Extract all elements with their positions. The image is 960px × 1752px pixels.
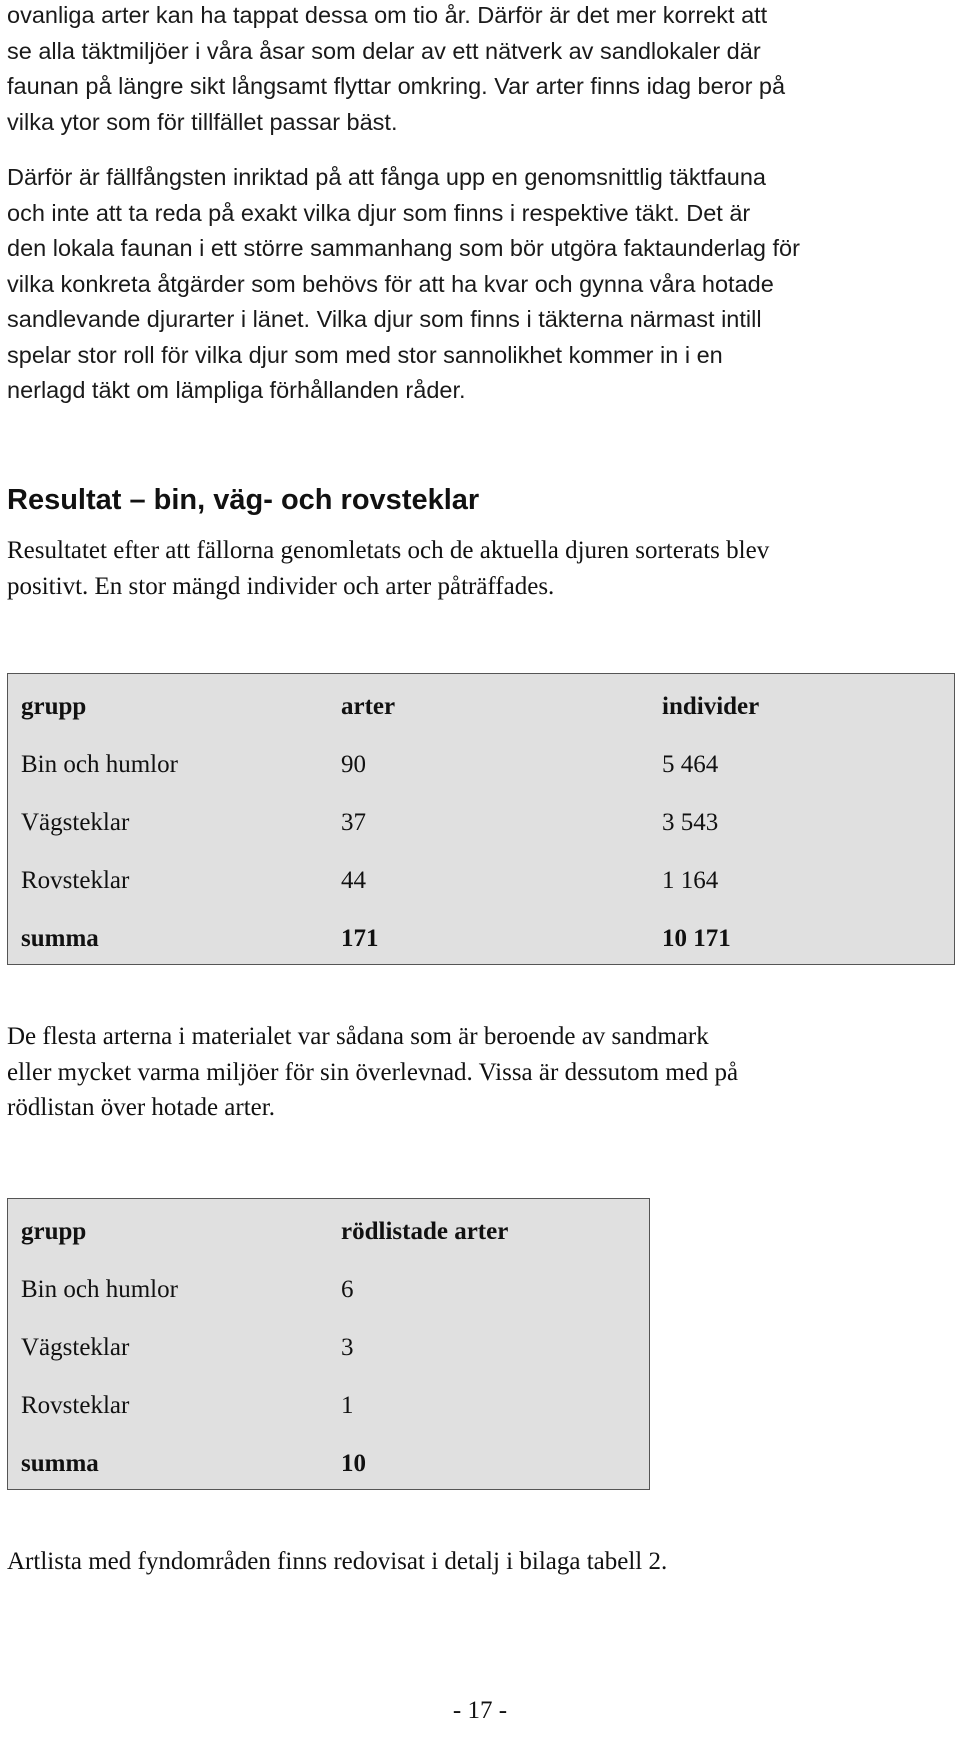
table-total-row [8,919,954,959]
total-label: summa [21,1450,99,1477]
table-cell: 37 [341,809,366,836]
total-individuals: 10 171 [662,925,731,952]
header-cell-species: arter [341,693,396,720]
table-cell: 3 [341,1334,354,1361]
table-row [8,861,954,901]
table-row [8,803,954,843]
table-cell: Vägsteklar [21,1334,130,1361]
total-species: 171 [341,925,379,952]
table-total-row [8,1444,649,1484]
table-cell: Bin och humlor [21,1276,178,1303]
species-count-table [7,673,955,965]
page-number: - 17 - [452,1697,508,1724]
total-redlisted: 10 [341,1450,366,1477]
table-cell: 1 164 [662,867,719,894]
table-cell: Bin och humlor [21,751,178,778]
intro-paragraph: ovanliga arter kan ha tappat dessa om tio år. Därför är det mer korrekt att se alla täktmiljöer i våra åsar som delar av ett nätverk av sandlokaler där faunan på längre sikt långsamt flyttar omkring. Var arter finns idag beror på vilka ytor som för tillfället passar bäst. [7,2,786,135]
table-cell: Vägsteklar [21,809,130,836]
header-cell-group: grupp [21,1218,87,1245]
table-cell: 1 [341,1392,354,1419]
table-row [8,745,954,785]
result-paragraph: Resultatet efter att fällorna genomletats och de aktuella djuren sorterats blev positivt. En stor mängd individer och arter påträffades. [7,537,770,600]
table-row [8,1270,649,1310]
section-heading: Resultat – bin, väg- och rovsteklar [7,484,480,516]
method-paragraph: Därför är fällfångsten inriktad på att fånga upp en genomsnittlig täktfauna och inte att ta reda på exakt vilka djur som finns i respektive täkt. Det är den lokala faunan i ett större sammanhang som bör utgöra faktaunderlag för vilka konkreta åtgärder som behövs för att ha kvar och gynna våra hotade sandlevande djurarter i länet. Vilka djur som finns i täkterna närmast intill spelar stor roll för vilka djur som med stor sannolikhet kommer in i en nerlagd täkt om lämpliga förhållanden råder. [7,164,800,403]
table-cell: 3 543 [662,809,719,836]
table-cell: 44 [341,867,366,894]
table-row [8,1386,649,1426]
table-cell: 6 [341,1276,354,1303]
table-row [8,1328,649,1368]
table-cell: 90 [341,751,366,778]
redlist-table [7,1198,650,1490]
table-cell: Rovsteklar [21,1392,130,1419]
table-cell: Rovsteklar [21,867,130,894]
table-header-row [8,687,954,727]
table-cell: 5 464 [662,751,719,778]
total-label: summa [21,925,99,952]
header-cell-group: grupp [21,693,87,720]
redlist-paragraph: De flesta arterna i materialet var sådana som är beroende av sandmark eller mycket varma miljöer för sin överlevnad. Vissa är dessutom med på rödlistan över hotade arter. [7,1023,739,1121]
header-cell-individuals: individer [662,693,760,720]
header-cell-redlisted: rödlistade arter [341,1218,509,1245]
appendix-note: Artlista med fyndområden finns redovisat i detalj i bilaga tabell 2. [7,1548,668,1575]
table-header-row [8,1212,649,1252]
